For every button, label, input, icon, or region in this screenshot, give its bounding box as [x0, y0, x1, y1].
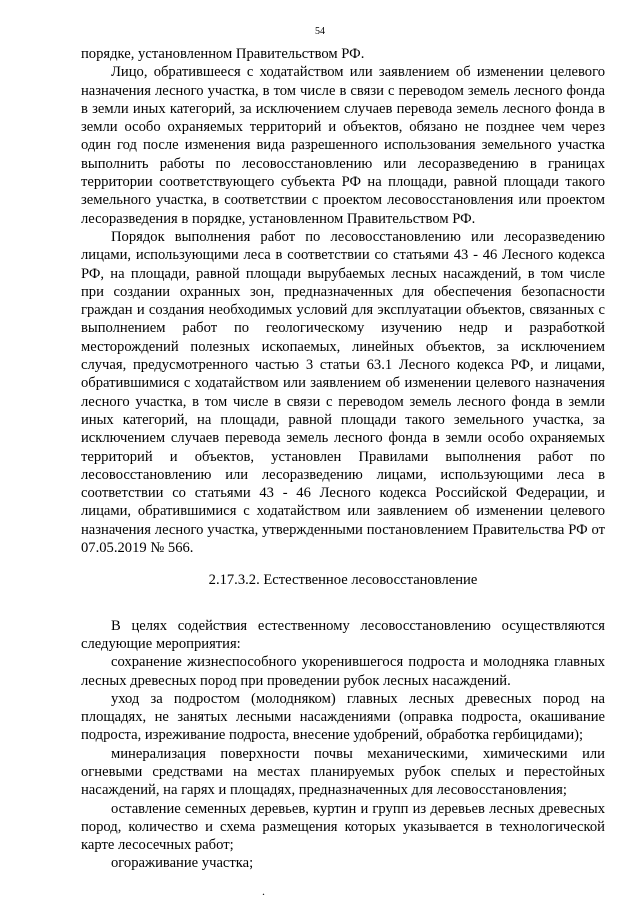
list-item-fencing: огораживание участка;	[111, 855, 254, 872]
section-heading: 2.17.3.2. Естественное лесовосстановление	[208, 572, 478, 589]
paragraph-obligation: Лицо, обратившееся с ходатайством или заявлением об изменении целевого назначения лесного участка, в том числе в связи с переводом земель лесного фонда в земли иных категорий, за исключением случаев перевода земель лесного фонда в земли особо охраняемых территорий и объектов, обязано не позднее чем через один год после изменения вида разрешенного использования земельного участка выполнить работы по лесовосстановлению или лесоразведению в границах территории соответствующего субъекта РФ на площади, равной площади такого земельного участка, в соответствии с проектом лесовосстановления или проектом лесоразведения в порядке, установленном Правительством РФ.	[81, 64, 605, 227]
footer-mark: .	[262, 884, 265, 898]
paragraph-measures-intro: В целях содействия естественному лесовосстановлению осуществляются следующие мероприятия:	[81, 617, 605, 652]
list-item-care: уход за подростом (молодняком) главных лесных древесных пород на площадях, не занятых лесными насаждениями (оправка подроста, окашивание подроста, изреживание подроста, внесение удобрений, обработка гербицидами);	[81, 690, 605, 744]
page-number: 54	[315, 26, 325, 37]
list-item-preservation: сохранение жизнеспособного укоренившегося подроста и молодняка главных лесных древесных пород при проведении рубок лесных насаждений.	[81, 654, 605, 689]
paragraph-procedure: Порядок выполнения работ по лесовосстановлению или лесоразведению лицами, использующими леса в соответствии со статьями 43 - 46 Лесного кодекса РФ, на площади, равной площади вырубаемых лесных насаждений, в том числе при создании охранных зон, предназначенных для обеспечения безопасности граждан и создания необходимых условий для эксплуатации объектов, связанных с выполнением работ по геологическому изучению недр и разработкой месторождений полезных ископаемых, линейных объектов, за исключением случая, предусмотренного частью 3 статьи 63.1 Лесного кодекса РФ, и лицами, обратившимися с ходатайством или заявлением об изменении целевого назначения лесного участка, в том числе в связи с переводом земель лесного фонда в земли иных категорий, на площади, равной площади такого земельного участка, за исключением случаев перевода земель лесного фонда в земли особо охраняемых территорий и объектов, установлен Правилами выполнения работ по лесовосстановлению или лесоразведению лицами, использующими леса в соответствии со статьями 43 - 46 Лесного кодекса Российской Федерации, и лицами, обратившимися с ходатайством или заявлением об изменении целевого назначения лесного участка, утвержденными постановлением Правительства РФ от 07.05.2019 № 566.	[81, 228, 605, 557]
paragraph-continuation: порядке, установленном Правительством РФ.	[81, 46, 365, 62]
list-item-mineralization: минерализация поверхности почвы механическими, химическими или огневыми средствами на местах планируемых рубок спелых и перестойных насаждений, на гарях и площадях, предназначенных для лесовосстановления;	[81, 745, 605, 799]
document-body	[81, 45, 605, 873]
list-item-seed-trees: оставление семенных деревьев, куртин и групп из деревьев лесных древесных пород, количество и схема размещения которых указывается в технологической карте лесосечных работ;	[81, 800, 605, 854]
